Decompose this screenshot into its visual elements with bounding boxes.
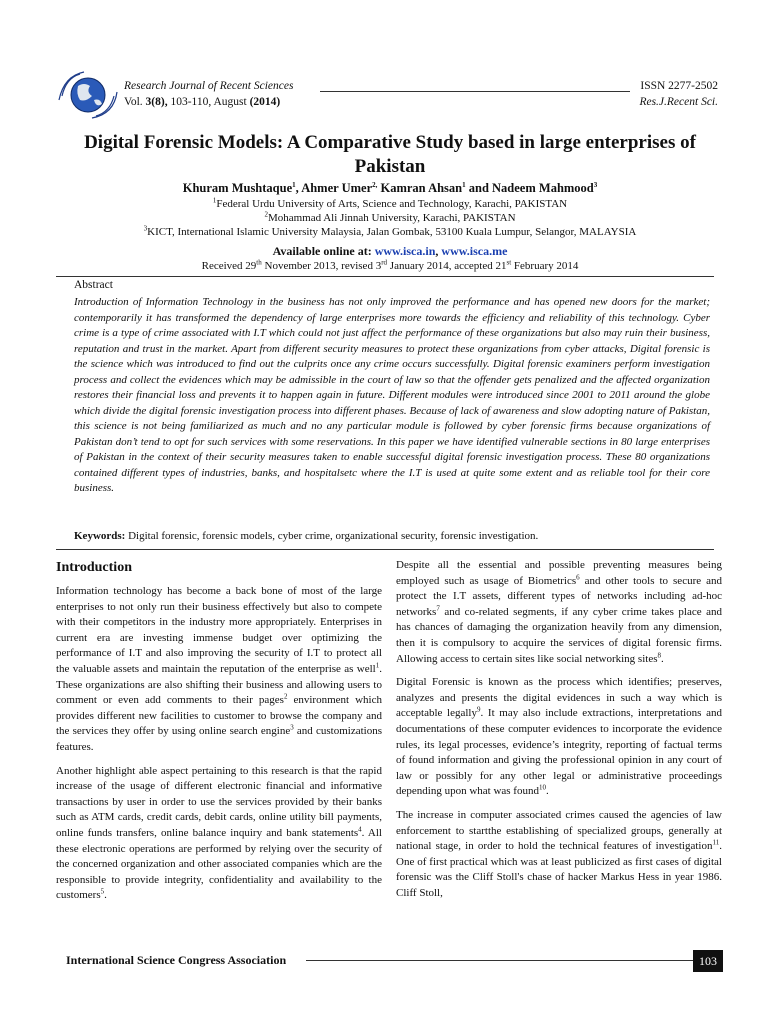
- paragraph: Another highlight able aspect pertaining to this research is that the rapid increase of the usage of different electronic financial and informative transactions by user in order to use the services provided by their banks such as ATM cards, credit cards, debit cards, online utility bill payments, online funds transfers, online balance inquiry and bank statements$^4$. All these electronic operations are performed by relying over the security of the concerned organization and other associated companies which are the responsible to provide integrity, confidentiality and availability to the customers$^5$.: [56, 764, 382, 902]
- journal-name: Research Journal of Recent Sciences: [124, 80, 294, 92]
- paragraph: The increase in computer associated crimes caused the agencies of law enforcement to startthe establishing of specialized groups, generally at national stage, in order to hold the technical features of investigation$^{11}$. One of first practical which was at least publicized as first cases of digital forensic was the Cliff Stoll's chase of hacker Markus Hess in year 1986. Cliff Stoll,: [396, 808, 722, 899]
- paragraph: Despite all the essential and possible preventing measures being employed such as usage of Biometrics$^6$ and other tools to secure and protect the I.T assets, different types of networks including ad-hoc networks$^7$ and co-related segments, if any cyber crime takes place and has chances of damaging the organization heavily from any dimension, then it is compulsory to acquire the services of digital forensic firms. Allowing access to certain sites like social networking sites$^8$.: [396, 559, 722, 665]
- journal-abbrev: Res.J.Recent Sci.: [639, 96, 718, 108]
- affiliation-1: $^1$Federal Urdu University of Arts, Science and Technology, Karachi, PAKISTAN: [212, 196, 568, 210]
- journal-globe-logo: [56, 70, 120, 120]
- affiliation-3: $^3$KICT, International Islamic University Malaysia, Jalan Gombak, 53100 Kuala Lumpur, Selangor, MALAYSIA: [143, 224, 637, 238]
- paragraph: Digital Forensic is known as the process which identifies; preserves, analyzes and presents the digital evidences in such a way which is acceptable legally$^9$. It may also include extractions, interpretations and documentations of these computer evidences to incorporate the evidence rules, its legal processes, evidence’s integrity, reporting of factual terms of found information and giving the professional opinion in any court of law or possibly for any other legal or administrative proceedings depending upon what was found$^{10}$.: [396, 676, 722, 798]
- divider-top: [56, 276, 714, 277]
- affiliation-2: $^2$Mohammad Ali Jinnah University, Karachi, PAKISTAN: [264, 210, 516, 224]
- issn: ISSN 2277-2502: [640, 80, 718, 92]
- author-list: Khuram Mushtaque$^1$, Ahmer Umer$^{2,}$ Kamran Ahsan$^1$ and Nadeem Mahmood$^3$: [182, 180, 598, 195]
- page-number: 103: [693, 950, 723, 972]
- footer-organization: International Science Congress Association: [66, 953, 287, 967]
- divider-keywords: [56, 549, 714, 550]
- left-column: [56, 584, 382, 912]
- link-isca-in[interactable]: www.isca.in: [374, 244, 436, 258]
- received-dates: Received 29th November 2013, revised 3rd January 2014, accepted 21st February 2014: [201, 258, 579, 272]
- keywords: Keywords: Digital forensic, forensic models, cyber crime, organizational security, forensic investigation.: [74, 530, 539, 542]
- link-isca-me[interactable]: www.isca.me: [441, 244, 508, 258]
- journal-volume-line: Vol. 3(8), 103-110, August (2014): [124, 96, 281, 108]
- section-heading-introduction: Introduction: [56, 560, 132, 575]
- abstract-text: Introduction of Information Technology in the business has not only improved the performance and has opened new doors for the market; contemporarily it has transformed the dependency of large enterprises more towards the efficiency and reliability of this technology. Cyber crime is a type of crime associated with I.T which could not just affect the performance of these organizations but also may ruin their business, reputation and trust in the market. Apart from different security measures to protect these organizations from cyber attacks, Digital forensic is the science which was introduced to find out the culprits once any crime occurs successfully. Digital forensic examiners perform investigation process and collect the evidences which may be admissible in the court of law so that the offender gets penalized and the affected organization restores their financial loss and prevents it to happen again in future. Different modules were introduced since 2001 to 2011 around the globe which divide the digital forensic investigation process into different phases. Because of lack of awareness and slow adopting nature of Pakistan, this science is not being familiarized as much and no any particular module is followed by cyber forensic firms because organizations of Pakistan don’t tend to opt for such services with some reservations. In this paper we have identified vulnerable sections in 80 large enterprises of Pakistan in the context of their security measures taken to enable successful digital forensic investigation process. These 80 organizations contained different types of industries, banks, and hospitalsetc where the I.T is used at quite some extent and as reliable tool for their core business.: [74, 296, 710, 494]
- abstract-heading: Abstract: [74, 279, 113, 291]
- right-column: [396, 558, 722, 909]
- footer-rule: [306, 960, 696, 961]
- paragraph: Information technology has become a back bone of most of the large enterprises to not only run their business effectively but also to compete with their competitors in the industry more appropriately. Enterprises in current era are investing immense budget over optimizing the performance of I.T and also improving the security of I.T to protect all the valuable assets and maintain the reputation of the enterprise as well$^1$. These organizations are also shifting their business and allowing users to comment or even add comments to their pages$^2$ environment which provides different new facilities to customer to browse the company and the services they offer by using online search engine$^3$ and customizations features.: [56, 585, 382, 753]
- header-rule: [320, 91, 630, 92]
- available-online: Available online at: www.isca.in, www.isca.me: [272, 244, 508, 258]
- paper-title: Digital Forensic Models: A Comparative Study based in large enterprises of Pakistan: [84, 132, 696, 177]
